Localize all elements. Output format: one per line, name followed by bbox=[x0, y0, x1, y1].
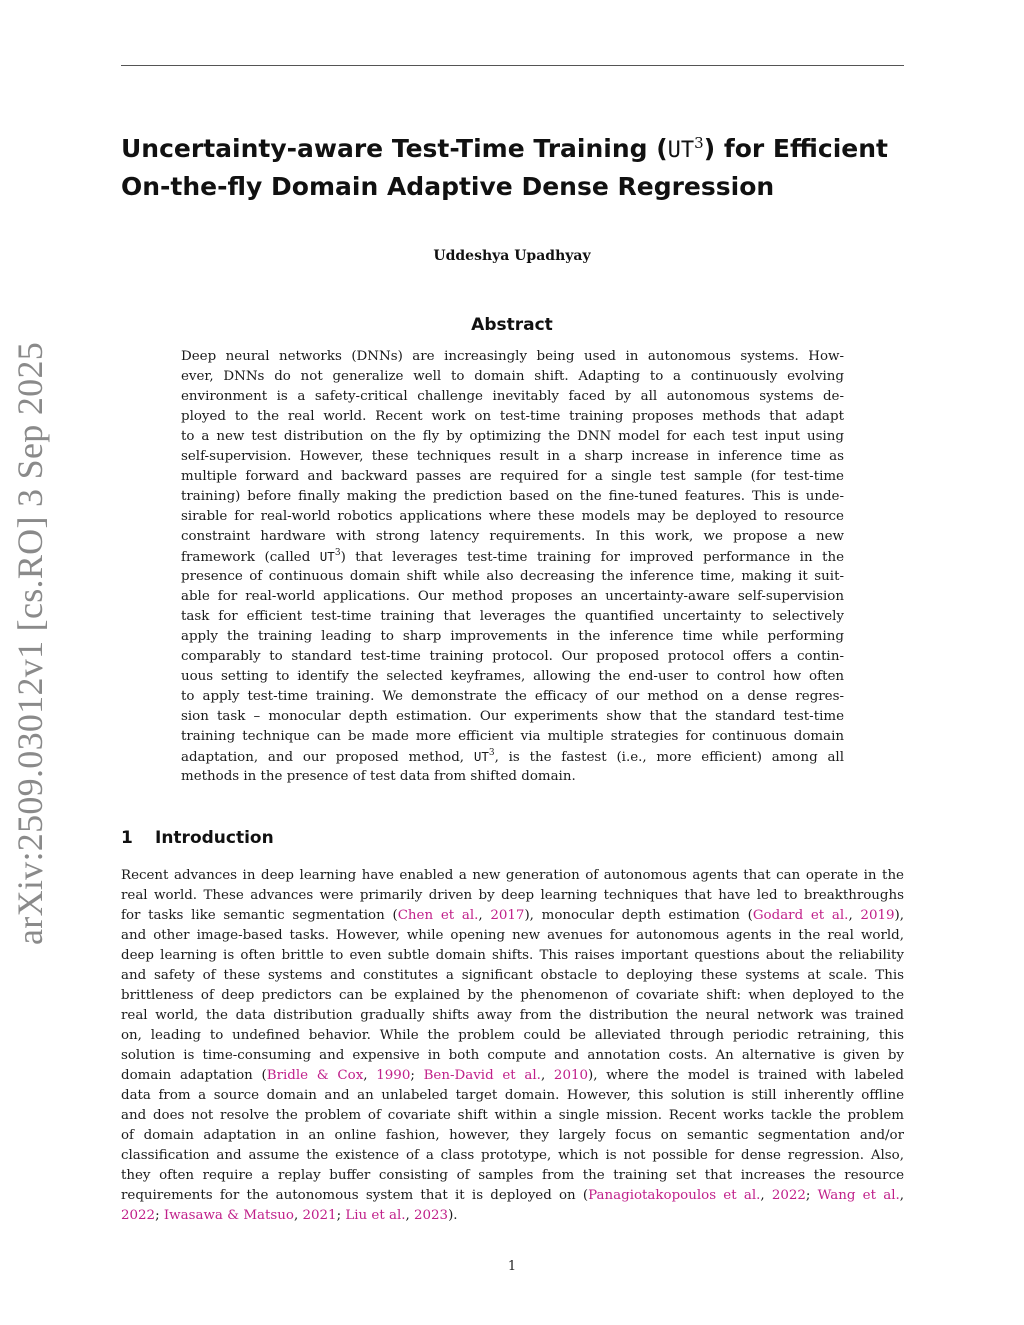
abstract-line: to apply test-time training. We demonstrate the efficacy of our method on a dense regres- bbox=[181, 689, 844, 704]
abstract-text: ) that leverages test-time training for improved performance in the bbox=[340, 550, 844, 565]
citation-year-link[interactable]: 2022 bbox=[771, 1188, 806, 1203]
citation-link[interactable]: Chen et al. bbox=[397, 908, 479, 923]
text: ). bbox=[448, 1208, 458, 1223]
citation-year-link[interactable]: 2010 bbox=[553, 1068, 588, 1083]
abstract-line: apply the training leading to sharp improvements in the inference time while performing bbox=[181, 629, 844, 644]
text: , bbox=[848, 908, 861, 923]
citation-year-link[interactable]: 2022 bbox=[121, 1208, 156, 1223]
text: ; bbox=[805, 1188, 818, 1203]
section-number: 1 bbox=[121, 828, 133, 848]
paragraph-line bbox=[121, 1186, 904, 1206]
abstract-line: constraint hardware with strong latency requirements. In this work, we propose a new bbox=[181, 529, 844, 544]
abstract-line: training technique can be made more efficient via multiple strategies for continuous domain bbox=[181, 729, 844, 744]
paragraph-line: and safety of these systems and constitutes a significant obstacle to deploying these systems at scale. This bbox=[121, 968, 904, 983]
paragraph-line: classification and assume the existence of a class prototype, which is not possible for dense regression. Also, bbox=[121, 1148, 904, 1163]
title-line-1 bbox=[121, 134, 888, 163]
paragraph-line: real world, the data distribution gradually shifts away from the distribution the neural network was trained bbox=[121, 1008, 904, 1023]
acronym-text: UT bbox=[319, 549, 335, 564]
abstract-line: environment is a safety-critical challenge inevitably faced by all autonomous systems de- bbox=[181, 389, 844, 404]
abstract-line: comparably to standard test-time training protocol. Our proposed protocol offers a contin- bbox=[181, 649, 844, 664]
paragraph-line: they often require a replay buffer consisting of samples from the training set that increases the resource bbox=[121, 1168, 904, 1183]
acronym-superscript: 3 bbox=[334, 548, 341, 558]
abstract-text: , is the fastest (i.e., more efficient) among all bbox=[494, 750, 844, 765]
text: ; bbox=[410, 1068, 424, 1083]
section-title: Introduction bbox=[155, 828, 274, 848]
citation-link[interactable]: Wang et al. bbox=[817, 1188, 900, 1203]
abstract-line-with-acronym bbox=[181, 747, 844, 767]
paragraph-line bbox=[121, 1066, 904, 1086]
paragraph-line bbox=[121, 1206, 904, 1226]
inline-acronym bbox=[320, 549, 341, 564]
introduction-body bbox=[121, 866, 904, 1226]
paragraph-line: and other image-based tasks. However, while opening new avenues for autonomous agents in the real world, bbox=[121, 928, 904, 943]
section-heading-introduction bbox=[121, 826, 521, 850]
inline-acronym bbox=[474, 749, 495, 764]
citation-year-link[interactable]: 2017 bbox=[490, 908, 525, 923]
paragraph-line: of domain adaptation in an online fashion, however, they largely focus on semantic segmentation and/or bbox=[121, 1128, 904, 1143]
acronym-superscript: 3 bbox=[488, 748, 495, 758]
abstract-heading: Abstract bbox=[471, 315, 553, 335]
citation-link[interactable]: Godard et al. bbox=[752, 908, 849, 923]
text: , bbox=[760, 1188, 772, 1203]
text: , bbox=[293, 1208, 303, 1223]
title-line-2: On-the-fly Domain Adaptive Dense Regression bbox=[121, 172, 775, 201]
citation-link[interactable]: Panagiotakopoulos et al. bbox=[588, 1188, 761, 1203]
abstract-line: uous setting to identify the selected keyframes, allowing the end-user to control how often bbox=[181, 669, 844, 684]
abstract-line: sirable for real-world robotics applications where these models may be deployed to resource bbox=[181, 509, 844, 524]
text: , bbox=[363, 1068, 377, 1083]
paragraph-line: data from a source domain and an unlabeled target domain. However, this solution is still inherently offline bbox=[121, 1088, 904, 1103]
citation-year-link[interactable]: 2023 bbox=[414, 1208, 449, 1223]
text: , bbox=[478, 908, 491, 923]
citation-year-link[interactable]: 1990 bbox=[376, 1068, 411, 1083]
citation-year-link[interactable]: 2019 bbox=[860, 908, 895, 923]
abstract-text: adaptation, and our proposed method, bbox=[181, 750, 474, 765]
paper-title bbox=[121, 131, 904, 205]
abstract-line: able for real-world applications. Our method proposes an uncertainty-aware self-supervision bbox=[181, 589, 844, 604]
citation-link[interactable]: Ben-David et al. bbox=[423, 1068, 541, 1083]
abstract-line: methods in the presence of test data from shifted domain. bbox=[181, 769, 576, 784]
paragraph-line bbox=[121, 906, 904, 926]
citation-link[interactable]: Liu et al. bbox=[345, 1208, 406, 1223]
abstract-line: training) before finally making the prediction based on the fine-tuned features. This is unde- bbox=[181, 489, 844, 504]
text: ; bbox=[155, 1208, 164, 1223]
title-acronym: UT bbox=[667, 138, 695, 163]
paragraph-line: and does not resolve the problem of covariate shift within a single mission. Recent works tackle the problem bbox=[121, 1108, 904, 1123]
paragraph-line: solution is time-consuming and expensive in both compute and annotation costs. An alternative is given by bbox=[121, 1048, 904, 1063]
abstract-line: multiple forward and backward passes are required for a single test sample (for test-time bbox=[181, 469, 844, 484]
paragraph-line: on, leading to undefined behavior. While the problem could be alleviated through periodic retraining, this bbox=[121, 1028, 904, 1043]
title-text-a: Uncertainty-aware Test-Time Training ( bbox=[121, 134, 668, 163]
paragraph-line: Recent advances in deep learning have enabled a new generation of autonomous agents that can operate in the bbox=[121, 868, 904, 883]
citation-year-link[interactable]: 2021 bbox=[302, 1208, 337, 1223]
text: , bbox=[540, 1068, 554, 1083]
abstract-line: self-supervision. However, these techniques result in a sharp increase in inference time as bbox=[181, 449, 844, 464]
text: ), bbox=[894, 908, 904, 923]
abstract-line: to a new test distribution on the fly by optimizing the DNN model for each test input using bbox=[181, 429, 844, 444]
top-rule bbox=[121, 65, 904, 66]
page-number: 1 bbox=[507, 1259, 517, 1274]
abstract-line: presence of continuous domain shift while also decreasing the inference time, making it suit- bbox=[181, 569, 844, 584]
abstract-line: sion task – monocular depth estimation. Our experiments show that the standard test-time bbox=[181, 709, 844, 724]
title-acronym-superscript: 3 bbox=[694, 134, 704, 152]
text: ; bbox=[336, 1208, 346, 1223]
text: for tasks like semantic segmentation ( bbox=[121, 908, 398, 923]
author-name: Uddeshya Upadhyay bbox=[433, 248, 591, 264]
citation-link[interactable]: Bridle & Cox bbox=[266, 1068, 364, 1083]
text: , bbox=[405, 1208, 414, 1223]
citation-link[interactable]: Iwasawa & Matsuo bbox=[163, 1208, 294, 1223]
acronym-text: UT bbox=[473, 749, 489, 764]
arxiv-identifier-stamp[interactable]: arXiv:2509.03012v1 [cs.RO] 3 Sep 2025 bbox=[10, 341, 50, 945]
abstract-line: ployed to the real world. Recent work on test-time training proposes methods that adapt bbox=[181, 409, 844, 424]
text: requirements for the autonomous system that it is deployed on ( bbox=[121, 1188, 589, 1203]
text: domain adaptation ( bbox=[121, 1068, 267, 1083]
paragraph-line: brittleness of deep predictors can be explained by the phenomenon of covariate shift: when deployed to the bbox=[121, 988, 904, 1003]
abstract-line: Deep neural networks (DNNs) are increasingly being used in autonomous systems. How- bbox=[181, 349, 844, 364]
abstract-line-with-acronym bbox=[181, 547, 844, 567]
paragraph-line: real world. These advances were primarily driven by deep learning techniques that have led to breakthroughs bbox=[121, 888, 904, 903]
text: ), monocular depth estimation ( bbox=[524, 908, 753, 923]
abstract-body bbox=[181, 347, 844, 787]
text: , bbox=[899, 1188, 904, 1203]
title-text-b: ) for Efficient bbox=[703, 134, 888, 163]
abstract-line: ever, DNNs do not generalize well to domain shift. Adapting to a continuously evolving bbox=[181, 369, 844, 384]
text: ), where the model is trained with labeled bbox=[588, 1068, 904, 1083]
abstract-text: framework (called bbox=[181, 550, 320, 565]
paragraph-line: deep learning is often brittle to even subtle domain shifts. This raises important questions about the reliability bbox=[121, 948, 904, 963]
abstract-line: task for efficient test-time training that leverages the quantified uncertainty to selectively bbox=[181, 609, 844, 624]
